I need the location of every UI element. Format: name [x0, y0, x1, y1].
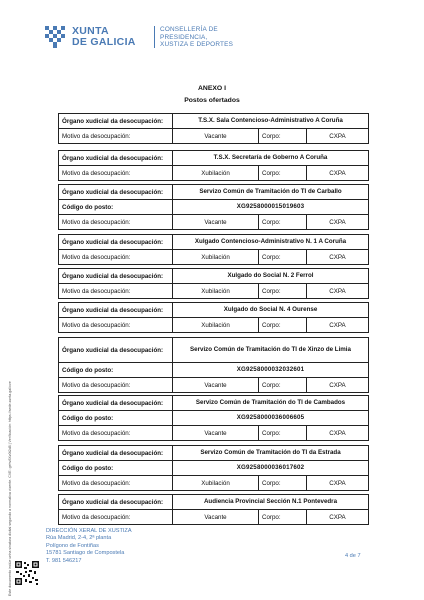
position-table — [58, 113, 369, 144]
organo-label: Órgano xudicial da desocupación: — [62, 449, 164, 457]
motivo-value: Xubilación — [172, 318, 258, 332]
corpo-value: CXPA — [306, 318, 368, 332]
brand-line-1: XUNTA — [72, 25, 109, 37]
footer-address — [46, 528, 132, 565]
organo-value: Servizo Común de Tramitación do TI de Xinzo de Limia — [172, 338, 368, 362]
corpo-label: Corpo: — [258, 284, 306, 298]
motivo-value: Xubilación — [172, 250, 258, 264]
organo-row — [58, 234, 369, 250]
corpo-label: Corpo: — [258, 129, 306, 143]
corpo-value: CXPA — [306, 378, 368, 392]
corpo-label: Corpo: — [258, 426, 306, 440]
corpo-label: Corpo: — [258, 215, 306, 229]
corpo-label: Corpo: — [258, 378, 306, 392]
organo-value: Servizo Común de Tramitación do TI de Carballo — [172, 185, 368, 199]
position-table — [58, 337, 369, 393]
motivo-row — [58, 317, 369, 333]
brand-divider — [154, 26, 155, 48]
organo-label: Órgano xudicial da desocupación: — [62, 306, 164, 314]
motivo-value: Xubilación — [172, 284, 258, 298]
dept-line-3: XUSTIZA E DEPORTES — [160, 41, 234, 49]
codigo-value: XG9258000036006605 — [172, 411, 368, 425]
corpo-value: CXPA — [306, 284, 368, 298]
page-number: 4 de 7 — [345, 553, 361, 559]
corpo-value: CXPA — [306, 166, 368, 180]
organo-label: Órgano xudicial da desocupación: — [62, 238, 164, 246]
motivo-row — [58, 249, 369, 265]
motivo-label: Motivo da desocupación: — [62, 132, 131, 140]
organo-label: Órgano xudicial da desocupación: — [62, 498, 164, 506]
brand-name — [72, 26, 136, 48]
xunta-cross-logo-icon — [44, 25, 66, 49]
motivo-label: Motivo da desocupación: — [62, 169, 131, 177]
codigo-label: Código do posto: — [62, 203, 114, 211]
motivo-label: Motivo da desocupación: — [62, 287, 131, 295]
organo-label: Órgano xudicial da desocupación: — [62, 188, 164, 196]
verification-note — [0, 381, 12, 598]
corpo-value: CXPA — [306, 250, 368, 264]
codigo-row — [58, 199, 369, 215]
motivo-value: Xubilación — [172, 476, 258, 490]
corpo-label: Corpo: — [258, 476, 306, 490]
codigo-value: XG9258000032032601 — [172, 363, 368, 377]
motivo-label: Motivo da desocupación: — [62, 429, 131, 437]
codigo-label: Código do posto: — [62, 414, 114, 422]
organo-row — [58, 268, 369, 284]
organo-row — [58, 184, 369, 200]
organo-row — [58, 150, 369, 166]
organo-value: Audiencia Provincial Sección N.1 Pontevedra — [172, 495, 368, 509]
qr-code-icon — [14, 560, 40, 586]
department-name — [160, 26, 233, 49]
brand-line-2: DE GALICIA — [72, 36, 136, 48]
motivo-label: Motivo da desocupación: — [62, 513, 131, 521]
corpo-label: Corpo: — [258, 250, 306, 264]
position-table — [58, 494, 369, 525]
organo-label: Órgano xudicial da desocupación: — [62, 117, 164, 125]
codigo-row — [58, 362, 369, 378]
corpo-label: Corpo: — [258, 510, 306, 524]
codigo-value: XG9258000015019603 — [172, 200, 368, 214]
codigo-label: Código do posto: — [62, 366, 114, 374]
organo-value: Servizo Común de Tramitación do TI da Estrada — [172, 446, 368, 460]
organo-value: T.S.X. Secretaría de Goberno A Coruña — [172, 151, 368, 165]
organo-value: Xulgado do Social N. 4 Ourense — [172, 303, 368, 317]
organo-value: Servizo Común de Tramitación do TI de Cambados — [172, 396, 368, 410]
position-table — [58, 268, 369, 299]
motivo-label: Motivo da desocupación: — [62, 321, 131, 329]
motivo-row — [58, 509, 369, 525]
dept-line-1: CONSELLERÍA DE — [160, 26, 218, 33]
codigo-label: Código do posto: — [62, 464, 114, 472]
dept-line-2: PRESIDENCIA, — [160, 33, 208, 41]
motivo-row — [58, 283, 369, 299]
corpo-value: CXPA — [306, 215, 368, 229]
motivo-value: Vacante — [172, 215, 258, 229]
footer-line-4: 15781 Santiago de Compostela — [46, 550, 125, 557]
corpo-label: Corpo: — [258, 166, 306, 180]
page-subtitle: Postos ofertados — [184, 97, 240, 104]
codigo-row — [58, 410, 369, 426]
codigo-value: XG9258000036017602 — [172, 461, 368, 475]
position-table — [58, 445, 369, 491]
position-table — [58, 302, 369, 333]
footer-line-1: DIRECCIÓN XERAL DE XUSTIZA — [46, 528, 132, 534]
organo-label: Órgano xudicial da desocupación: — [62, 346, 164, 354]
motivo-label: Motivo da desocupación: — [62, 218, 131, 226]
organo-value: T.S.X. Sala Contencioso-Administrativo A Coruña — [172, 114, 368, 128]
motivo-value: Xubilación — [172, 166, 258, 180]
corpo-value: CXPA — [306, 426, 368, 440]
motivo-row — [58, 377, 369, 393]
organo-label: Órgano xudicial da desocupación: — [62, 399, 164, 407]
organo-row — [58, 445, 369, 461]
position-table — [58, 395, 369, 441]
organo-value: Xulgado do Social N. 2 Ferrol — [172, 269, 368, 283]
verification-text: Este documento inclúe unha sinatura dixital segundo a normativa vixente. CVE: gehv8Xz0t2d8 | Verificación: https://sede.xunta.gal/cve — [8, 381, 12, 596]
motivo-label: Motivo da desocupación: — [62, 253, 131, 261]
corpo-value: CXPA — [306, 476, 368, 490]
organo-value: Xulgado Contencioso-Administrativo N. 1 A Coruña — [172, 235, 368, 249]
codigo-row — [58, 460, 369, 476]
corpo-label: Corpo: — [258, 318, 306, 332]
organo-row — [58, 337, 369, 363]
motivo-row — [58, 128, 369, 144]
organo-label: Órgano xudicial da desocupación: — [62, 154, 164, 162]
footer-line-2: Rúa Madrid, 2-4, 2ª planta — [46, 535, 112, 542]
organo-row — [58, 302, 369, 318]
position-table — [58, 150, 369, 181]
organo-row — [58, 494, 369, 510]
organo-row — [58, 395, 369, 411]
organo-row — [58, 113, 369, 129]
page-title: ANEXO I — [198, 85, 226, 92]
motivo-value: Vacante — [172, 378, 258, 392]
motivo-label: Motivo da desocupación: — [62, 479, 131, 487]
corpo-value: CXPA — [306, 129, 368, 143]
motivo-value: Vacante — [172, 129, 258, 143]
motivo-row — [58, 214, 369, 230]
motivo-value: Vacante — [172, 426, 258, 440]
header — [44, 24, 274, 54]
position-table — [58, 234, 369, 265]
corpo-value: CXPA — [306, 510, 368, 524]
footer-line-3: Polígono de Fontiñas — [46, 542, 99, 549]
motivo-row — [58, 425, 369, 441]
motivo-row — [58, 165, 369, 181]
motivo-label: Motivo da desocupación: — [62, 381, 131, 389]
motivo-row — [58, 475, 369, 491]
position-table — [58, 184, 369, 230]
footer-line-5: T. 981 546217 — [46, 557, 82, 564]
organo-label: Órgano xudicial da desocupación: — [62, 272, 164, 280]
motivo-value: Vacante — [172, 510, 258, 524]
